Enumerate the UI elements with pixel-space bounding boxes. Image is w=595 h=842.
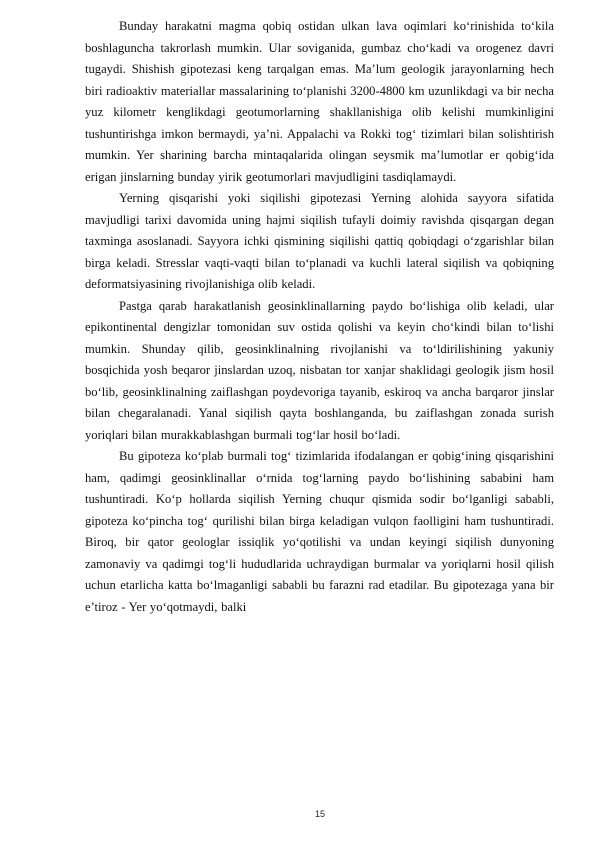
paragraph-hypothesis-critique: Bu gipoteza koʻplab burmali togʻ tizimlarida ifodalangan er qobigʻining qisqarishini ham, qadimgi geosinklinallar oʻrnida togʻlarning paydo boʻlishining sababini ham tushuntiradi. Koʻp hollarda siqilish Yerning chuqur qismida sodir boʻlganligi sababli, gipoteza koʻpincha togʻ qurilishi bilan birga keladigan vulqon faolligini ham tushuntiradi. Biroq, bir qator geologlar issiqlik yoʻqotilishi va undan keyingi siqilish dunyoning zamonaviy va qadimgi togʻli hududlarida uchraydigan burmalar va yoriqlarni hosil qilish uchun etarlicha katta boʻlmaganligi sababli bu farazni rad etadilar. Bu gipotezaga yana bir e’tiroz - Yer yoʻqotmaydi, balki (85, 449, 554, 614)
paragraph-swelling-hypothesis: Bunday harakatni magma qobiq ostidan ulkan lava oqimlari koʻrinishida toʻkila boshlaguncha takrorlash mumkin. Ular soviganida, gumbaz choʻkadi va orogenez davri tugaydi. Shishish gipotezasi keng tarqalgan emas. Ma’lum geologik jarayonlarning hech biri radioaktiv materiallar massalarining toʻplanishi 3200-4800 km uzunlikdagi va bir necha yuz kilometr kenglikdagi geotumorlarning shakllanishiga olib kelishi mumkinligini tushuntirishga imkon bermaydi, ya’ni. Appalachi va Rokki togʻ tizimlari bilan solishtirish mumkin. Yer sharining barcha mintaqalarida olingan seysmik ma’lumotlar er qobigʻida erigan jinslarning bunday yirik geotumorlari mavjudligini tasdiqlamaydi. (85, 19, 554, 184)
body-text (85, 16, 554, 618)
paragraph-geosyncline-formation: Pastga qarab harakatlanish geosinklinallarning paydo boʻlishiga olib keladi, ular epikontinental dengizlar tomonidan suv ostida qolishi va keyin choʻkindi bilan toʻlishi mumkin. Shunday qilib, geosinklinalning rivojlanishi va toʻldirilishining yakuniy bosqichida yosh beqaror jinslardan uzoq, nisbatan tor xanjar shaklidagi geologik jism hosil boʻlib, geosinklinalning zaiflashgan poydevoriga tayanib, eskiroq va ancha barqaror jinslar bilan chegaralanadi. Yanal siqilish qayta boshlanganda, bu zaiflashgan zonada surish yoriqlari bilan murakkablashgan burmali togʻlar hosil boʻladi. (85, 298, 554, 442)
paragraph-contraction-hypothesis: Yerning qisqarishi yoki siqilishi gipotezasi Yerning alohida sayyora sifatida mavjudligi tarixi davomida uning hajmi siqilish tufayli doimiy ravishda qisqargan degan taxminga asoslanadi. Sayyora ichki qismining siqilishi qattiq qobiqdagi oʻzgarishlar bilan birga keladi. Stresslar vaqti-vaqti bilan toʻplanadi va kuchli lateral siqilish va qobiqning deformatsiyasining rivojlanishiga olib keladi. (85, 191, 554, 291)
page-number: 15 (314, 809, 325, 819)
